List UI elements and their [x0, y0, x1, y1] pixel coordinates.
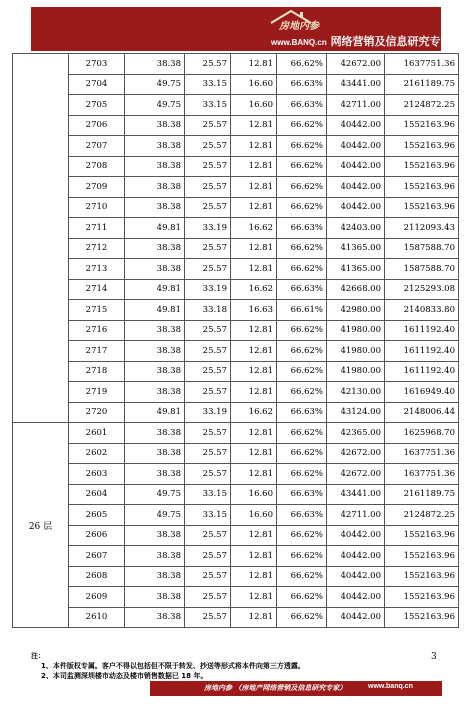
value-cell: 16.62	[231, 279, 277, 300]
value-cell: 1552163.96	[385, 607, 459, 628]
value-cell: 42672.00	[327, 443, 385, 464]
room-number-cell: 2717	[69, 341, 125, 362]
value-cell: 49.75	[125, 484, 185, 505]
room-number-cell: 2708	[69, 156, 125, 177]
value-cell: 41365.00	[327, 238, 385, 259]
value-cell: 25.57	[185, 197, 231, 218]
floor-label-cell	[13, 54, 69, 423]
value-cell: 25.57	[185, 177, 231, 198]
value-cell: 66.62%	[277, 525, 327, 546]
value-cell: 42365.00	[327, 423, 385, 444]
table-row	[13, 300, 459, 321]
value-cell: 38.38	[125, 546, 185, 567]
value-cell: 12.81	[231, 197, 277, 218]
value-cell: 38.38	[125, 382, 185, 403]
value-cell: 1611192.40	[385, 361, 459, 382]
value-cell: 25.57	[185, 259, 231, 280]
table-row	[13, 320, 459, 341]
value-cell: 2112093.43	[385, 218, 459, 239]
room-number-cell: 2720	[69, 402, 125, 423]
value-cell: 1637751.36	[385, 54, 459, 75]
value-cell: 49.75	[125, 74, 185, 95]
value-cell: 12.81	[231, 607, 277, 628]
room-number-cell: 2602	[69, 443, 125, 464]
banner-logo-text: 房地内参	[279, 21, 319, 32]
value-cell: 66.62%	[277, 382, 327, 403]
value-cell: 1552163.96	[385, 136, 459, 157]
value-cell: 25.57	[185, 382, 231, 403]
table-row	[13, 238, 459, 259]
table-row	[13, 136, 459, 157]
notes-heading: 注：	[31, 652, 45, 660]
value-cell: 66.63%	[277, 95, 327, 116]
table-row	[13, 443, 459, 464]
value-cell: 66.62%	[277, 464, 327, 485]
banner-slogan	[271, 33, 452, 49]
room-number-cell: 2710	[69, 197, 125, 218]
value-cell: 66.62%	[277, 136, 327, 157]
value-cell: 66.63%	[277, 484, 327, 505]
header-banner	[31, 7, 452, 51]
value-cell: 40442.00	[327, 607, 385, 628]
value-cell: 2161189.75	[385, 74, 459, 95]
value-cell: 2125293.08	[385, 279, 459, 300]
value-cell: 16.60	[231, 484, 277, 505]
value-cell: 66.62%	[277, 587, 327, 608]
room-number-cell: 2711	[69, 218, 125, 239]
value-cell: 1637751.36	[385, 443, 459, 464]
room-number-cell: 2706	[69, 115, 125, 136]
table-row	[13, 607, 459, 628]
value-cell: 16.60	[231, 74, 277, 95]
table-body	[13, 54, 459, 628]
value-cell: 25.57	[185, 156, 231, 177]
value-cell: 2124872.25	[385, 95, 459, 116]
value-cell: 1611192.40	[385, 320, 459, 341]
value-cell: 1587588.70	[385, 238, 459, 259]
value-cell: 12.81	[231, 382, 277, 403]
room-number-cell: 2610	[69, 607, 125, 628]
value-cell: 38.38	[125, 54, 185, 75]
table-row	[13, 423, 459, 444]
value-cell: 1552163.96	[385, 115, 459, 136]
value-cell: 41980.00	[327, 341, 385, 362]
value-cell: 49.75	[125, 505, 185, 526]
value-cell: 42711.00	[327, 95, 385, 116]
table-row	[13, 464, 459, 485]
value-cell: 12.81	[231, 136, 277, 157]
value-cell: 38.38	[125, 259, 185, 280]
value-cell: 42130.00	[327, 382, 385, 403]
note-line-1: 1、本件版权专属。客户不得以包括但不限于转发、抄送等形式将本件向第三方透露。	[41, 662, 305, 670]
value-cell: 66.63%	[277, 218, 327, 239]
value-cell: 25.57	[185, 115, 231, 136]
table-row	[13, 95, 459, 116]
value-cell: 40442.00	[327, 587, 385, 608]
value-cell: 38.38	[125, 156, 185, 177]
value-cell: 66.61%	[277, 300, 327, 321]
value-cell: 38.38	[125, 115, 185, 136]
room-number-cell: 2718	[69, 361, 125, 382]
room-number-cell: 2606	[69, 525, 125, 546]
table-row	[13, 279, 459, 300]
room-number-cell: 2603	[69, 464, 125, 485]
value-cell: 66.62%	[277, 443, 327, 464]
value-cell: 40442.00	[327, 177, 385, 198]
value-cell: 49.81	[125, 279, 185, 300]
value-cell: 12.81	[231, 464, 277, 485]
room-number-cell: 2714	[69, 279, 125, 300]
value-cell: 1552163.96	[385, 525, 459, 546]
value-cell: 16.63	[231, 300, 277, 321]
value-cell: 38.38	[125, 320, 185, 341]
footer-url: www.banq.cn	[368, 683, 413, 690]
value-cell: 1552163.96	[385, 546, 459, 567]
table-row	[13, 177, 459, 198]
table-row	[13, 566, 459, 587]
value-cell: 66.62%	[277, 156, 327, 177]
value-cell: 1611192.40	[385, 341, 459, 362]
value-cell: 1625968.70	[385, 423, 459, 444]
value-cell: 40442.00	[327, 115, 385, 136]
unit-price-table	[12, 53, 459, 628]
room-number-cell: 2605	[69, 505, 125, 526]
value-cell: 25.57	[185, 361, 231, 382]
value-cell: 16.62	[231, 218, 277, 239]
value-cell: 66.62%	[277, 423, 327, 444]
value-cell: 33.19	[185, 402, 231, 423]
value-cell: 25.57	[185, 587, 231, 608]
room-number-cell: 2707	[69, 136, 125, 157]
value-cell: 12.81	[231, 238, 277, 259]
table-row	[13, 341, 459, 362]
banner-slogan-text: 网络营销及信息研究专家	[330, 35, 452, 48]
value-cell: 1552163.96	[385, 177, 459, 198]
value-cell: 66.63%	[277, 74, 327, 95]
value-cell: 33.19	[185, 279, 231, 300]
value-cell: 38.38	[125, 177, 185, 198]
table-row	[13, 218, 459, 239]
page-number: 3	[431, 652, 437, 662]
value-cell: 40442.00	[327, 156, 385, 177]
value-cell: 43124.00	[327, 402, 385, 423]
value-cell: 16.60	[231, 505, 277, 526]
value-cell: 12.81	[231, 177, 277, 198]
value-cell: 49.75	[125, 95, 185, 116]
value-cell: 38.38	[125, 525, 185, 546]
table-row	[13, 402, 459, 423]
table-row	[13, 525, 459, 546]
value-cell: 33.19	[185, 218, 231, 239]
room-number-cell: 2609	[69, 587, 125, 608]
room-number-cell: 2607	[69, 546, 125, 567]
value-cell: 25.57	[185, 546, 231, 567]
value-cell: 25.57	[185, 443, 231, 464]
value-cell: 16.62	[231, 402, 277, 423]
value-cell: 38.38	[125, 238, 185, 259]
room-number-cell: 2716	[69, 320, 125, 341]
value-cell: 41365.00	[327, 259, 385, 280]
value-cell: 12.81	[231, 525, 277, 546]
value-cell: 25.57	[185, 136, 231, 157]
value-cell: 40442.00	[327, 546, 385, 567]
value-cell: 2161189.75	[385, 484, 459, 505]
value-cell: 40442.00	[327, 197, 385, 218]
room-number-cell: 2604	[69, 484, 125, 505]
value-cell: 66.62%	[277, 361, 327, 382]
table-row	[13, 54, 459, 75]
value-cell: 38.38	[125, 566, 185, 587]
table-row	[13, 546, 459, 567]
value-cell: 66.62%	[277, 197, 327, 218]
value-cell: 42672.00	[327, 464, 385, 485]
value-cell: 40442.00	[327, 525, 385, 546]
value-cell: 38.38	[125, 136, 185, 157]
room-number-cell: 2601	[69, 423, 125, 444]
room-number-cell: 2712	[69, 238, 125, 259]
value-cell: 12.81	[231, 341, 277, 362]
value-cell: 12.81	[231, 587, 277, 608]
value-cell: 66.62%	[277, 238, 327, 259]
value-cell: 66.62%	[277, 177, 327, 198]
value-cell: 66.62%	[277, 341, 327, 362]
value-cell: 12.81	[231, 54, 277, 75]
value-cell: 25.57	[185, 423, 231, 444]
value-cell: 42711.00	[327, 505, 385, 526]
value-cell: 25.57	[185, 54, 231, 75]
value-cell: 43441.00	[327, 74, 385, 95]
notes	[31, 651, 305, 681]
value-cell: 33.15	[185, 74, 231, 95]
value-cell: 1587588.70	[385, 259, 459, 280]
value-cell: 25.57	[185, 464, 231, 485]
value-cell: 33.15	[185, 505, 231, 526]
table-row	[13, 197, 459, 218]
value-cell: 66.62%	[277, 54, 327, 75]
table-row	[13, 156, 459, 177]
value-cell: 66.63%	[277, 505, 327, 526]
value-cell: 12.81	[231, 115, 277, 136]
room-number-cell: 2715	[69, 300, 125, 321]
value-cell: 38.38	[125, 197, 185, 218]
room-number-cell: 2704	[69, 74, 125, 95]
value-cell: 38.38	[125, 464, 185, 485]
value-cell: 66.62%	[277, 607, 327, 628]
value-cell: 41980.00	[327, 320, 385, 341]
table-row	[13, 361, 459, 382]
value-cell: 33.15	[185, 95, 231, 116]
value-cell: 49.81	[125, 402, 185, 423]
table-row	[13, 259, 459, 280]
value-cell: 25.57	[185, 341, 231, 362]
value-cell: 25.57	[185, 320, 231, 341]
table-row	[13, 74, 459, 95]
value-cell: 1616949.40	[385, 382, 459, 403]
value-cell: 49.81	[125, 218, 185, 239]
room-number-cell: 2709	[69, 177, 125, 198]
value-cell: 25.57	[185, 566, 231, 587]
value-cell: 25.57	[185, 607, 231, 628]
value-cell: 33.18	[185, 300, 231, 321]
value-cell: 38.38	[125, 341, 185, 362]
room-number-cell: 2705	[69, 95, 125, 116]
value-cell: 12.81	[231, 546, 277, 567]
value-cell: 12.81	[231, 156, 277, 177]
value-cell: 42672.00	[327, 54, 385, 75]
value-cell: 1552163.96	[385, 566, 459, 587]
value-cell: 42668.00	[327, 279, 385, 300]
note-line-2: 2、本司监测深圳楼市动态及楼市销售数据已 18 年。	[41, 672, 208, 680]
value-cell: 12.81	[231, 566, 277, 587]
value-cell: 12.81	[231, 361, 277, 382]
value-cell: 66.63%	[277, 402, 327, 423]
value-cell: 38.38	[125, 587, 185, 608]
value-cell: 12.81	[231, 423, 277, 444]
value-cell: 66.62%	[277, 566, 327, 587]
room-number-cell: 2719	[69, 382, 125, 403]
banner-site: www.BANQ.cn	[271, 38, 327, 47]
value-cell: 12.81	[231, 259, 277, 280]
value-cell: 2124872.25	[385, 505, 459, 526]
value-cell: 66.62%	[277, 115, 327, 136]
value-cell: 16.60	[231, 95, 277, 116]
room-number-cell: 2608	[69, 566, 125, 587]
value-cell: 38.38	[125, 423, 185, 444]
value-cell: 38.38	[125, 607, 185, 628]
table-row	[13, 382, 459, 403]
value-cell: 25.57	[185, 238, 231, 259]
value-cell: 43441.00	[327, 484, 385, 505]
floor-label-cell: 26 层	[13, 423, 69, 628]
value-cell: 66.62%	[277, 259, 327, 280]
table-row	[13, 505, 459, 526]
value-cell: 1552163.96	[385, 156, 459, 177]
value-cell: 2140833.80	[385, 300, 459, 321]
value-cell: 66.63%	[277, 279, 327, 300]
room-number-cell: 2703	[69, 54, 125, 75]
value-cell: 38.38	[125, 361, 185, 382]
value-cell: 40442.00	[327, 136, 385, 157]
value-cell: 42980.00	[327, 300, 385, 321]
value-cell: 2148006.44	[385, 402, 459, 423]
table-row	[13, 587, 459, 608]
value-cell: 49.81	[125, 300, 185, 321]
value-cell: 42403.00	[327, 218, 385, 239]
value-cell: 66.62%	[277, 546, 327, 567]
value-cell: 1552163.96	[385, 197, 459, 218]
value-cell: 12.81	[231, 320, 277, 341]
value-cell: 40442.00	[327, 566, 385, 587]
value-cell: 38.38	[125, 443, 185, 464]
value-cell: 1552163.96	[385, 587, 459, 608]
table-row	[13, 115, 459, 136]
value-cell: 33.15	[185, 484, 231, 505]
table-row	[13, 484, 459, 505]
value-cell: 1637751.36	[385, 464, 459, 485]
value-cell: 66.62%	[277, 320, 327, 341]
value-cell: 41980.00	[327, 361, 385, 382]
footer-text: 房地内参 （房地产网络营销及信息研究专家）	[204, 683, 347, 692]
room-number-cell: 2713	[69, 259, 125, 280]
value-cell: 12.81	[231, 443, 277, 464]
value-cell: 25.57	[185, 525, 231, 546]
